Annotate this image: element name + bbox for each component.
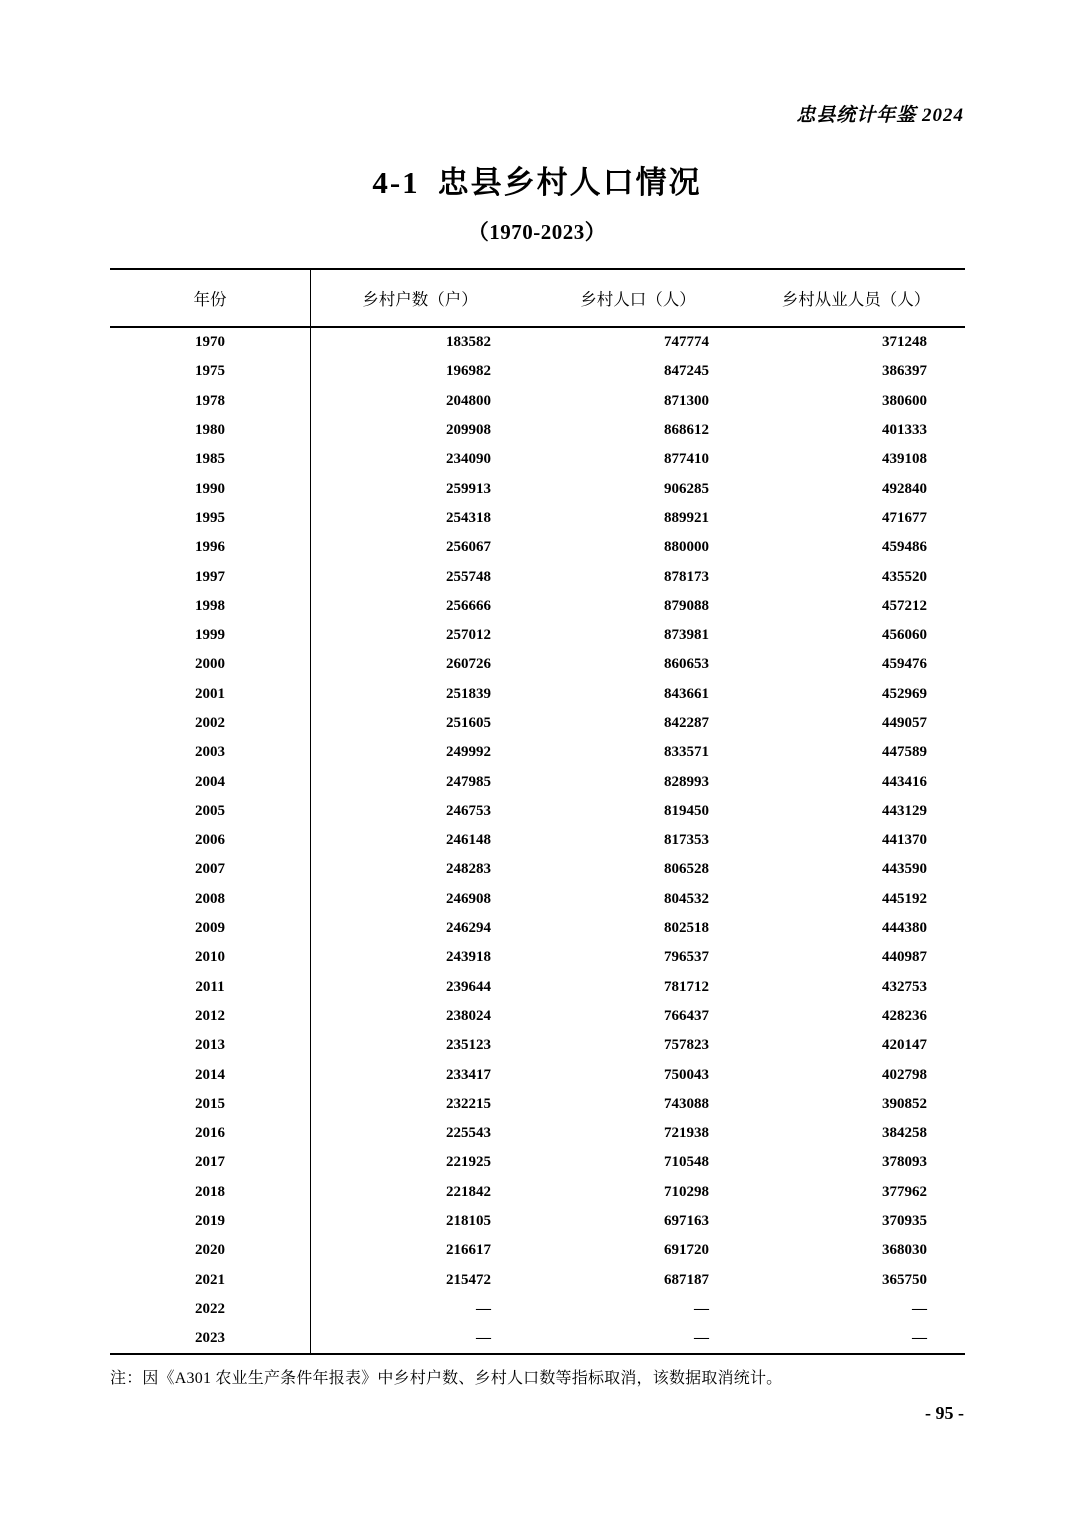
cell-value: 721938 [664, 1125, 709, 1142]
cell-value: 443129 [882, 802, 927, 819]
page-title [110, 157, 964, 202]
table-body [110, 327, 965, 1354]
cell-year: 1975 [110, 357, 311, 386]
table-row [110, 474, 965, 503]
cell-value: 877410 [664, 451, 709, 468]
cell-value: — [747, 1324, 965, 1354]
table-row [110, 855, 965, 884]
cell-value: 889921 [664, 509, 709, 526]
table-code: 4-1 [372, 165, 420, 200]
cell-value: 368030 [882, 1242, 927, 1259]
cell-value: 750043 [664, 1066, 709, 1083]
cell-value: 225543 [446, 1125, 491, 1142]
cell-value: 443590 [882, 861, 927, 878]
table-row [110, 797, 965, 826]
cell-value: 440987 [882, 949, 927, 966]
cell-value: 710548 [664, 1154, 709, 1171]
cell-year: 1997 [110, 562, 311, 591]
table-row [110, 709, 965, 738]
table-header [110, 269, 965, 327]
cell-value: 842287 [664, 715, 709, 731]
cell-value: 256666 [446, 597, 491, 614]
cell-year: 2017 [110, 1148, 311, 1177]
cell-year: 1978 [110, 387, 311, 416]
cell-value: 246908 [446, 890, 491, 907]
cell-value: 471677 [882, 509, 927, 526]
cell-year: 2007 [110, 855, 311, 884]
cell-value: 691720 [664, 1242, 709, 1259]
cell-value: 428236 [882, 1007, 927, 1024]
cell-value: 402798 [882, 1066, 927, 1083]
table-row [110, 680, 965, 709]
cell-value: 781712 [664, 978, 709, 995]
cell-value: 234090 [446, 451, 491, 468]
cell-value: 492840 [882, 480, 927, 497]
column-header-households: 乡村户数（户） [311, 269, 530, 327]
cell-value: 257012 [446, 627, 491, 644]
running-head: 忠县统计年鉴 2024 [796, 105, 964, 126]
table-row [110, 826, 965, 855]
table-row [110, 650, 965, 679]
cell-value: 243918 [446, 949, 491, 966]
column-header-year: 年份 [110, 269, 311, 327]
table-row [110, 885, 965, 914]
cell-value: 847245 [664, 363, 709, 380]
cell-year: 1996 [110, 533, 311, 562]
cell-value: — [529, 1324, 747, 1354]
cell-value: 873981 [664, 627, 709, 644]
cell-value: 459476 [882, 656, 927, 673]
cell-value: 766437 [664, 1007, 709, 1024]
cell-year: 2016 [110, 1119, 311, 1148]
cell-value: 380600 [882, 392, 927, 409]
cell-value: 697163 [664, 1213, 709, 1230]
cell-value: 802518 [664, 920, 709, 937]
cell-value: 247985 [446, 773, 491, 790]
cell-value: 871300 [664, 392, 709, 409]
cell-year: 2009 [110, 914, 311, 943]
cell-year: 2010 [110, 943, 311, 972]
table-row [110, 592, 965, 621]
cell-value: 246753 [446, 802, 491, 819]
cell-year: 1995 [110, 504, 311, 533]
cell-value: 828993 [664, 773, 709, 790]
cell-year: 2022 [110, 1295, 311, 1324]
table-row [110, 416, 965, 445]
cell-value: 232215 [446, 1095, 491, 1112]
table-row [110, 1031, 965, 1060]
cell-value: 221842 [446, 1183, 491, 1200]
cell-year: 2003 [110, 738, 311, 767]
cell-value: 796537 [664, 949, 709, 966]
cell-year: 2000 [110, 650, 311, 679]
column-header-employed: 乡村从业人员（人） [747, 269, 965, 327]
table-row [110, 533, 965, 562]
cell-value: 216617 [446, 1242, 491, 1259]
table-row [110, 1002, 965, 1031]
cell-value: 804532 [664, 890, 709, 907]
cell-value: 238024 [446, 1007, 491, 1024]
cell-value: 878173 [664, 568, 709, 585]
cell-year: 2015 [110, 1090, 311, 1119]
cell-value: 256067 [446, 539, 491, 556]
table-row [110, 1148, 965, 1177]
table-row [110, 357, 965, 386]
cell-value: 444380 [882, 920, 927, 937]
cell-value: 459486 [882, 539, 927, 556]
cell-value: 817353 [664, 832, 709, 849]
cell-value: 833571 [664, 744, 709, 761]
cell-value: 743088 [664, 1095, 709, 1112]
table-row [110, 1178, 965, 1207]
table-row [110, 1324, 965, 1354]
table-row [110, 562, 965, 591]
cell-value: 246148 [446, 832, 491, 849]
cell-value: 365750 [882, 1271, 927, 1288]
table-row [110, 621, 965, 650]
cell-value: 260726 [446, 656, 491, 673]
table-row [110, 1119, 965, 1148]
cell-year: 2006 [110, 826, 311, 855]
page-number: - 95 - [925, 1403, 964, 1423]
cell-value: 239644 [446, 978, 491, 995]
cell-year: 2014 [110, 1060, 311, 1089]
table-row [110, 767, 965, 796]
cell-value: 259913 [446, 480, 491, 497]
cell-value: — [311, 1324, 530, 1354]
cell-value: 246294 [446, 920, 491, 937]
cell-value: 196982 [446, 363, 491, 380]
cell-value: 457212 [882, 597, 927, 614]
cell-value: 390852 [882, 1095, 927, 1112]
cell-value: 443416 [882, 773, 927, 790]
cell-value: 449057 [882, 715, 927, 731]
table-row [110, 1060, 965, 1089]
cell-year: 1999 [110, 621, 311, 650]
cell-value: 378093 [882, 1154, 927, 1171]
cell-year: 1970 [110, 327, 311, 357]
cell-value: 432753 [882, 978, 927, 995]
cell-value: 209908 [446, 422, 491, 439]
table-row [110, 445, 965, 474]
cell-value: 906285 [664, 480, 709, 497]
table-note: 注：因《A301 农业生产条件年报表》中乡村户数、乡村人口数等指标取消，该数据取消统计。 [110, 1370, 783, 1388]
table-row [110, 914, 965, 943]
cell-year: 2013 [110, 1031, 311, 1060]
cell-value: 255748 [446, 568, 491, 585]
cell-value: 806528 [664, 861, 709, 878]
cell-year: 1990 [110, 474, 311, 503]
cell-value: 235123 [446, 1037, 491, 1054]
cell-value: 435520 [882, 568, 927, 585]
table-row [110, 738, 965, 767]
page-subtitle: （1970-2023） [467, 220, 607, 244]
cell-year: 2021 [110, 1266, 311, 1295]
cell-value: 880000 [664, 539, 709, 556]
cell-value: 218105 [446, 1213, 491, 1230]
column-header-population: 乡村人口（人） [529, 269, 747, 327]
cell-value: 204800 [446, 392, 491, 409]
cell-value: 251839 [446, 685, 491, 702]
cell-value: 879088 [664, 597, 709, 614]
cell-value: 183582 [446, 334, 491, 351]
cell-value: 377962 [882, 1183, 927, 1200]
cell-value: 401333 [882, 422, 927, 439]
cell-value: — [694, 1300, 709, 1317]
cell-value: 687187 [664, 1271, 709, 1288]
cell-value: 747774 [664, 334, 709, 351]
cell-year: 2002 [110, 709, 311, 738]
cell-value: 233417 [446, 1066, 491, 1083]
cell-value: 248283 [446, 861, 491, 878]
cell-value: — [912, 1300, 927, 1317]
cell-year: 2018 [110, 1178, 311, 1207]
cell-year: 2012 [110, 1002, 311, 1031]
cell-value: 249992 [446, 744, 491, 761]
cell-value: — [476, 1300, 491, 1317]
cell-year: 1985 [110, 445, 311, 474]
cell-value: 215472 [446, 1271, 491, 1288]
table-row [110, 1090, 965, 1119]
cell-value: 447589 [882, 744, 927, 761]
cell-value: 221925 [446, 1154, 491, 1171]
table-row [110, 943, 965, 972]
cell-year: 2023 [110, 1324, 311, 1354]
cell-value: 819450 [664, 802, 709, 819]
table-row [110, 1236, 965, 1265]
cell-value: 456060 [882, 627, 927, 644]
table-row [110, 387, 965, 416]
cell-value: 860653 [664, 656, 709, 673]
cell-value: 710298 [664, 1183, 709, 1200]
cell-year: 1998 [110, 592, 311, 621]
cell-value: 843661 [664, 685, 709, 702]
cell-year: 2011 [110, 973, 311, 1002]
cell-value: 386397 [882, 363, 927, 380]
table-row [110, 1266, 965, 1295]
title-text: 忠县乡村人口情况 [437, 165, 702, 200]
cell-value: 251605 [446, 715, 491, 731]
cell-year: 2004 [110, 767, 311, 796]
population-table [110, 268, 965, 1355]
cell-year: 2008 [110, 885, 311, 914]
cell-value: 371248 [882, 334, 927, 351]
cell-value: 441370 [882, 832, 927, 849]
table-header-row [110, 269, 965, 327]
table-row [110, 973, 965, 1002]
cell-value: 868612 [664, 422, 709, 439]
cell-value: 445192 [882, 890, 927, 907]
cell-value: 757823 [664, 1037, 709, 1054]
cell-value: 384258 [882, 1125, 927, 1142]
cell-year: 2020 [110, 1236, 311, 1265]
cell-value: 439108 [882, 451, 927, 468]
cell-year: 1980 [110, 416, 311, 445]
cell-year: 2001 [110, 680, 311, 709]
table-row [110, 1295, 965, 1324]
table-row [110, 504, 965, 533]
cell-year: 2019 [110, 1207, 311, 1236]
cell-value: 452969 [882, 685, 927, 702]
table-row [110, 1207, 965, 1236]
cell-year: 2005 [110, 797, 311, 826]
cell-value: 254318 [446, 509, 491, 526]
cell-value: 370935 [882, 1213, 927, 1230]
cell-value: 420147 [882, 1037, 927, 1054]
table-row [110, 327, 965, 357]
